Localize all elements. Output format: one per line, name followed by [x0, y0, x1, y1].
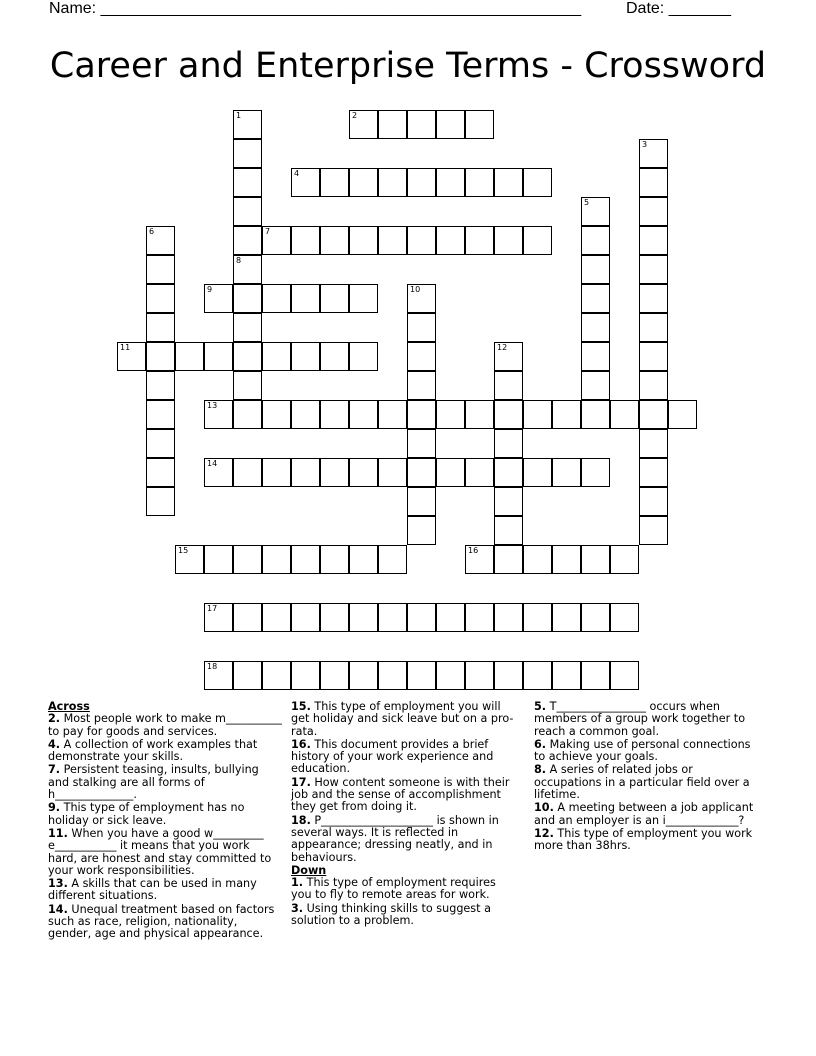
grid-cell[interactable]: [610, 661, 639, 690]
cell-number: 4: [294, 169, 300, 178]
grid-cell[interactable]: [523, 545, 552, 574]
grid-cell[interactable]: [494, 458, 523, 487]
grid-cell[interactable]: [581, 458, 610, 487]
grid-cell[interactable]: [407, 429, 436, 458]
grid-cell[interactable]: [436, 226, 465, 255]
cell-number: 18: [207, 662, 218, 671]
cell-number: 14: [207, 459, 218, 468]
clue-number: 15.: [291, 700, 311, 713]
clue-down-12: [534, 828, 760, 853]
grid-cell[interactable]: [262, 661, 291, 690]
grid-cell[interactable]: [378, 661, 407, 690]
grid-cell[interactable]: [494, 226, 523, 255]
clue-number: 9.: [48, 801, 61, 815]
grid-cell[interactable]: [349, 168, 378, 197]
grid-cell[interactable]: [233, 458, 262, 487]
clue-down-1: [291, 877, 517, 902]
grid-cell[interactable]: [262, 603, 291, 632]
grid-cell[interactable]: [233, 545, 262, 574]
clue-text: This type of employment you will get holiday and sick leave but on a pro-rata.: [291, 700, 514, 738]
grid-cell[interactable]: [494, 371, 523, 400]
grid-cell[interactable]: [407, 371, 436, 400]
date-field-label: Date: _______: [626, 0, 731, 17]
clue-number: 2.: [48, 712, 61, 726]
clue-down-5: [534, 701, 760, 738]
grid-cell[interactable]: [523, 400, 552, 429]
grid-cell[interactable]: [436, 661, 465, 690]
grid-cell[interactable]: [610, 400, 639, 429]
grid-cell[interactable]: [523, 603, 552, 632]
grid-cell[interactable]: [233, 400, 262, 429]
grid-cell[interactable]: [581, 661, 610, 690]
grid-cell[interactable]: [349, 603, 378, 632]
grid-cell[interactable]: [320, 284, 349, 313]
clue-across-4: [48, 739, 282, 764]
grid-cell[interactable]: [494, 429, 523, 458]
clue-across-17: [291, 777, 517, 814]
grid-cell[interactable]: [523, 226, 552, 255]
grid-cell[interactable]: [233, 110, 262, 139]
clue-across-9: [48, 802, 282, 827]
grid-cell[interactable]: [233, 342, 262, 371]
clue-number: 17.: [291, 775, 311, 789]
grid-cell[interactable]: [407, 458, 436, 487]
grid-cell[interactable]: [494, 487, 523, 516]
cell-number: 10: [410, 285, 421, 294]
grid-cell[interactable]: [204, 400, 233, 429]
grid-cell[interactable]: [552, 400, 581, 429]
grid-cell[interactable]: [465, 168, 494, 197]
grid-cell[interactable]: [581, 603, 610, 632]
grid-cell[interactable]: [523, 168, 552, 197]
clue-text: Making use of personal connections to achieve your goals.: [534, 737, 751, 764]
grid-cell[interactable]: [233, 313, 262, 342]
grid-cell[interactable]: [552, 458, 581, 487]
grid-cell[interactable]: [639, 255, 668, 284]
clue-text: A meeting between a job applicant and an employer is an i_____________?: [534, 801, 754, 827]
grid-cell[interactable]: [146, 371, 175, 400]
grid-cell[interactable]: [581, 255, 610, 284]
grid-cell[interactable]: [320, 168, 349, 197]
clue-number: 10.: [534, 801, 554, 815]
clue-number: 4.: [48, 737, 61, 751]
grid-cell[interactable]: [291, 226, 320, 255]
grid-cell[interactable]: [291, 342, 320, 371]
grid-cell[interactable]: [233, 255, 262, 284]
grid-cell[interactable]: [349, 400, 378, 429]
clue-text: This document provides a brief history of your work experience and education.: [291, 737, 494, 776]
grid-cell[interactable]: [581, 226, 610, 255]
grid-cell[interactable]: [494, 661, 523, 690]
grid-cell[interactable]: [581, 400, 610, 429]
grid-cell[interactable]: [378, 458, 407, 487]
clue-across-18: [291, 815, 517, 864]
grid-cell[interactable]: [639, 313, 668, 342]
clue-across-16: [291, 739, 517, 776]
grid-cell[interactable]: [494, 342, 523, 371]
grid-cell[interactable]: [146, 284, 175, 313]
cell-number: 16: [468, 546, 479, 555]
grid-cell[interactable]: [378, 603, 407, 632]
clue-across-11: [48, 828, 282, 877]
grid-cell[interactable]: [523, 458, 552, 487]
grid-cell[interactable]: [639, 139, 668, 168]
grid-cell[interactable]: [523, 661, 552, 690]
grid-cell[interactable]: [378, 168, 407, 197]
cell-number: 11: [120, 343, 131, 352]
across-heading: Across: [48, 700, 90, 713]
grid-cell[interactable]: [233, 603, 262, 632]
grid-cell[interactable]: [233, 371, 262, 400]
clue-text: This type of employment you work more than 38hrs.: [534, 826, 753, 853]
clue-number: 3.: [291, 901, 304, 915]
name-field-label: Name: ______________________________________________________: [49, 0, 582, 17]
grid-cell[interactable]: [639, 429, 668, 458]
grid-cell[interactable]: [407, 603, 436, 632]
cell-number: 2: [352, 111, 358, 120]
cell-number: 13: [207, 401, 218, 410]
grid-cell[interactable]: [233, 661, 262, 690]
grid-cell[interactable]: [552, 545, 581, 574]
grid-cell[interactable]: [146, 313, 175, 342]
grid-cell[interactable]: [465, 603, 494, 632]
grid-cell[interactable]: [291, 458, 320, 487]
grid-cell[interactable]: [436, 168, 465, 197]
clue-number: 7.: [48, 763, 61, 777]
grid-cell[interactable]: [320, 458, 349, 487]
grid-cell[interactable]: [639, 516, 668, 545]
grid-cell[interactable]: [320, 342, 349, 371]
grid-cell[interactable]: [117, 342, 146, 371]
grid-cell[interactable]: [233, 197, 262, 226]
grid-cell[interactable]: [465, 110, 494, 139]
clue-text: A series of related jobs or occupations in a particular field over a lifetime.: [534, 763, 750, 802]
grid-cell[interactable]: [494, 168, 523, 197]
clue-across-15: [291, 701, 517, 738]
grid-cell[interactable]: [407, 168, 436, 197]
clue-number: 8.: [534, 763, 547, 777]
grid-cell[interactable]: [407, 400, 436, 429]
grid-cell[interactable]: [291, 545, 320, 574]
grid-cell[interactable]: [204, 284, 233, 313]
grid-cell[interactable]: [349, 110, 378, 139]
grid-cell[interactable]: [349, 545, 378, 574]
grid-cell[interactable]: [581, 284, 610, 313]
grid-cell[interactable]: [407, 226, 436, 255]
grid-cell[interactable]: [581, 342, 610, 371]
clue-number: 6.: [534, 737, 547, 751]
clue-text: T________________ occurs when members of a group work together to reach a common goal.: [534, 700, 746, 738]
grid-cell[interactable]: [349, 226, 378, 255]
clue-text: Using thinking skills to suggest a solution to a problem.: [291, 901, 491, 928]
clue-text: P____________________ is shown in several ways. It is reflected in appearance; dressing neatly, and in behaviours.: [291, 813, 499, 864]
clue-number: 16.: [291, 737, 311, 751]
grid-cell[interactable]: [291, 661, 320, 690]
grid-cell[interactable]: [146, 342, 175, 371]
clue-across-2: [48, 713, 282, 738]
grid-cell[interactable]: [233, 139, 262, 168]
clue-across-7: [48, 764, 282, 801]
grid-cell[interactable]: [465, 458, 494, 487]
grid-cell[interactable]: [320, 545, 349, 574]
grid-cell[interactable]: [320, 226, 349, 255]
grid-cell[interactable]: [291, 284, 320, 313]
grid-cell[interactable]: [204, 342, 233, 371]
grid-cell[interactable]: [320, 400, 349, 429]
grid-cell[interactable]: [320, 661, 349, 690]
clues-column-2: [291, 701, 517, 928]
grid-cell[interactable]: [146, 226, 175, 255]
cell-number: 8: [236, 256, 242, 265]
grid-cell[interactable]: [407, 284, 436, 313]
grid-cell[interactable]: [581, 545, 610, 574]
grid-cell[interactable]: [204, 661, 233, 690]
down-heading: Down: [291, 863, 327, 877]
clue-across-13: [48, 878, 282, 903]
clue-text: A collection of work examples that demonstrate your skills.: [48, 737, 258, 764]
grid-cell[interactable]: [233, 168, 262, 197]
grid-cell[interactable]: [465, 226, 494, 255]
grid-cell[interactable]: [349, 342, 378, 371]
grid-cell[interactable]: [639, 458, 668, 487]
grid-cell[interactable]: [465, 400, 494, 429]
grid-cell[interactable]: [262, 545, 291, 574]
clue-number: 12.: [534, 826, 554, 840]
grid-cell[interactable]: [407, 110, 436, 139]
grid-cell[interactable]: [668, 400, 697, 429]
grid-cell[interactable]: [291, 400, 320, 429]
grid-cell[interactable]: [465, 661, 494, 690]
grid-cell[interactable]: [610, 603, 639, 632]
grid-cell[interactable]: [349, 458, 378, 487]
grid-cell[interactable]: [233, 284, 262, 313]
clue-down-8: [534, 764, 760, 801]
grid-cell[interactable]: [146, 487, 175, 516]
grid-cell[interactable]: [262, 284, 291, 313]
clues-column-1: [48, 701, 282, 942]
cell-number: 9: [207, 285, 213, 294]
clue-across-14: [48, 904, 282, 941]
grid-cell[interactable]: [407, 487, 436, 516]
grid-cell[interactable]: [146, 458, 175, 487]
clue-down-10: [534, 802, 760, 827]
grid-cell[interactable]: [639, 400, 668, 429]
clue-text: Unequal treatment based on factors such as race, religion, nationality, gender, age and physical appearance.: [48, 902, 275, 941]
cell-number: 7: [265, 227, 271, 236]
clue-number: 5.: [534, 700, 547, 713]
grid-cell[interactable]: [581, 313, 610, 342]
grid-cell[interactable]: [581, 197, 610, 226]
grid-cell[interactable]: [639, 371, 668, 400]
clue-text: This type of employment requires you to fly to remote areas for work.: [291, 876, 496, 902]
grid-cell[interactable]: [552, 603, 581, 632]
grid-cell[interactable]: [262, 458, 291, 487]
grid-cell[interactable]: [407, 661, 436, 690]
grid-cell[interactable]: [639, 487, 668, 516]
cell-number: 1: [236, 111, 242, 120]
grid-cell[interactable]: [175, 342, 204, 371]
clue-text: A skills that can be used in many different situations.: [48, 877, 257, 903]
clue-text: When you have a good w_________ e___________ it means that you work hard, are honest and stay committed to your work responsibilities.: [48, 826, 272, 877]
cell-number: 3: [642, 140, 648, 149]
grid-cell[interactable]: [146, 429, 175, 458]
cell-number: 5: [584, 198, 590, 207]
grid-cell[interactable]: [494, 603, 523, 632]
grid-cell[interactable]: [378, 400, 407, 429]
grid-cell[interactable]: [291, 603, 320, 632]
grid-cell[interactable]: [349, 661, 378, 690]
grid-cell[interactable]: [146, 255, 175, 284]
grid-cell[interactable]: [262, 226, 291, 255]
grid-cell[interactable]: [494, 545, 523, 574]
grid-cell[interactable]: [378, 545, 407, 574]
grid-cell[interactable]: [436, 603, 465, 632]
page-title: Career and Enterprise Terms - Crossword: [49, 46, 767, 86]
grid-cell[interactable]: [436, 458, 465, 487]
grid-cell[interactable]: [639, 284, 668, 313]
grid-cell[interactable]: [262, 342, 291, 371]
clue-text: How content someone is with their job and the sense of accomplishment they get from doing it.: [291, 775, 510, 814]
clue-text: Persistent teasing, insults, bullying and stalking are all forms of h______________.: [48, 763, 259, 802]
grid-cell[interactable]: [639, 197, 668, 226]
cell-number: 12: [497, 343, 508, 352]
grid-cell[interactable]: [552, 661, 581, 690]
grid-cell[interactable]: [378, 110, 407, 139]
grid-cell[interactable]: [175, 545, 204, 574]
cell-number: 6: [149, 227, 155, 236]
clue-number: 13.: [48, 877, 68, 891]
grid-cell[interactable]: [204, 458, 233, 487]
grid-cell[interactable]: [320, 603, 349, 632]
clue-down-3: [291, 903, 517, 928]
grid-cell[interactable]: [204, 545, 233, 574]
grid-cell[interactable]: [465, 545, 494, 574]
grid-cell[interactable]: [349, 284, 378, 313]
clue-number: 11.: [48, 826, 68, 840]
grid-cell[interactable]: [204, 603, 233, 632]
grid-cell[interactable]: [407, 313, 436, 342]
clues-column-3: [534, 701, 760, 854]
grid-cell[interactable]: [639, 342, 668, 371]
clue-text: Most people work to make m__________ to pay for goods and services.: [48, 712, 282, 738]
grid-cell[interactable]: [436, 400, 465, 429]
grid-cell[interactable]: [262, 400, 291, 429]
clue-text: This type of employment has no holiday or sick leave.: [48, 801, 245, 827]
grid-cell[interactable]: [639, 226, 668, 255]
grid-cell[interactable]: [494, 400, 523, 429]
cell-number: 17: [207, 604, 218, 613]
grid-cell[interactable]: [407, 342, 436, 371]
grid-cell[interactable]: [436, 110, 465, 139]
grid-cell[interactable]: [233, 226, 262, 255]
grid-cell[interactable]: [146, 400, 175, 429]
clue-number: 14.: [48, 902, 68, 916]
grid-cell[interactable]: [494, 516, 523, 545]
grid-cell[interactable]: [581, 371, 610, 400]
cell-number: 15: [178, 546, 189, 555]
grid-cell[interactable]: [639, 168, 668, 197]
grid-cell[interactable]: [407, 516, 436, 545]
grid-cell[interactable]: [610, 545, 639, 574]
clue-number: 1.: [291, 876, 304, 890]
clue-down-6: [534, 739, 760, 764]
grid-cell[interactable]: [378, 226, 407, 255]
clue-number: 18.: [291, 813, 311, 827]
grid-cell[interactable]: [291, 168, 320, 197]
